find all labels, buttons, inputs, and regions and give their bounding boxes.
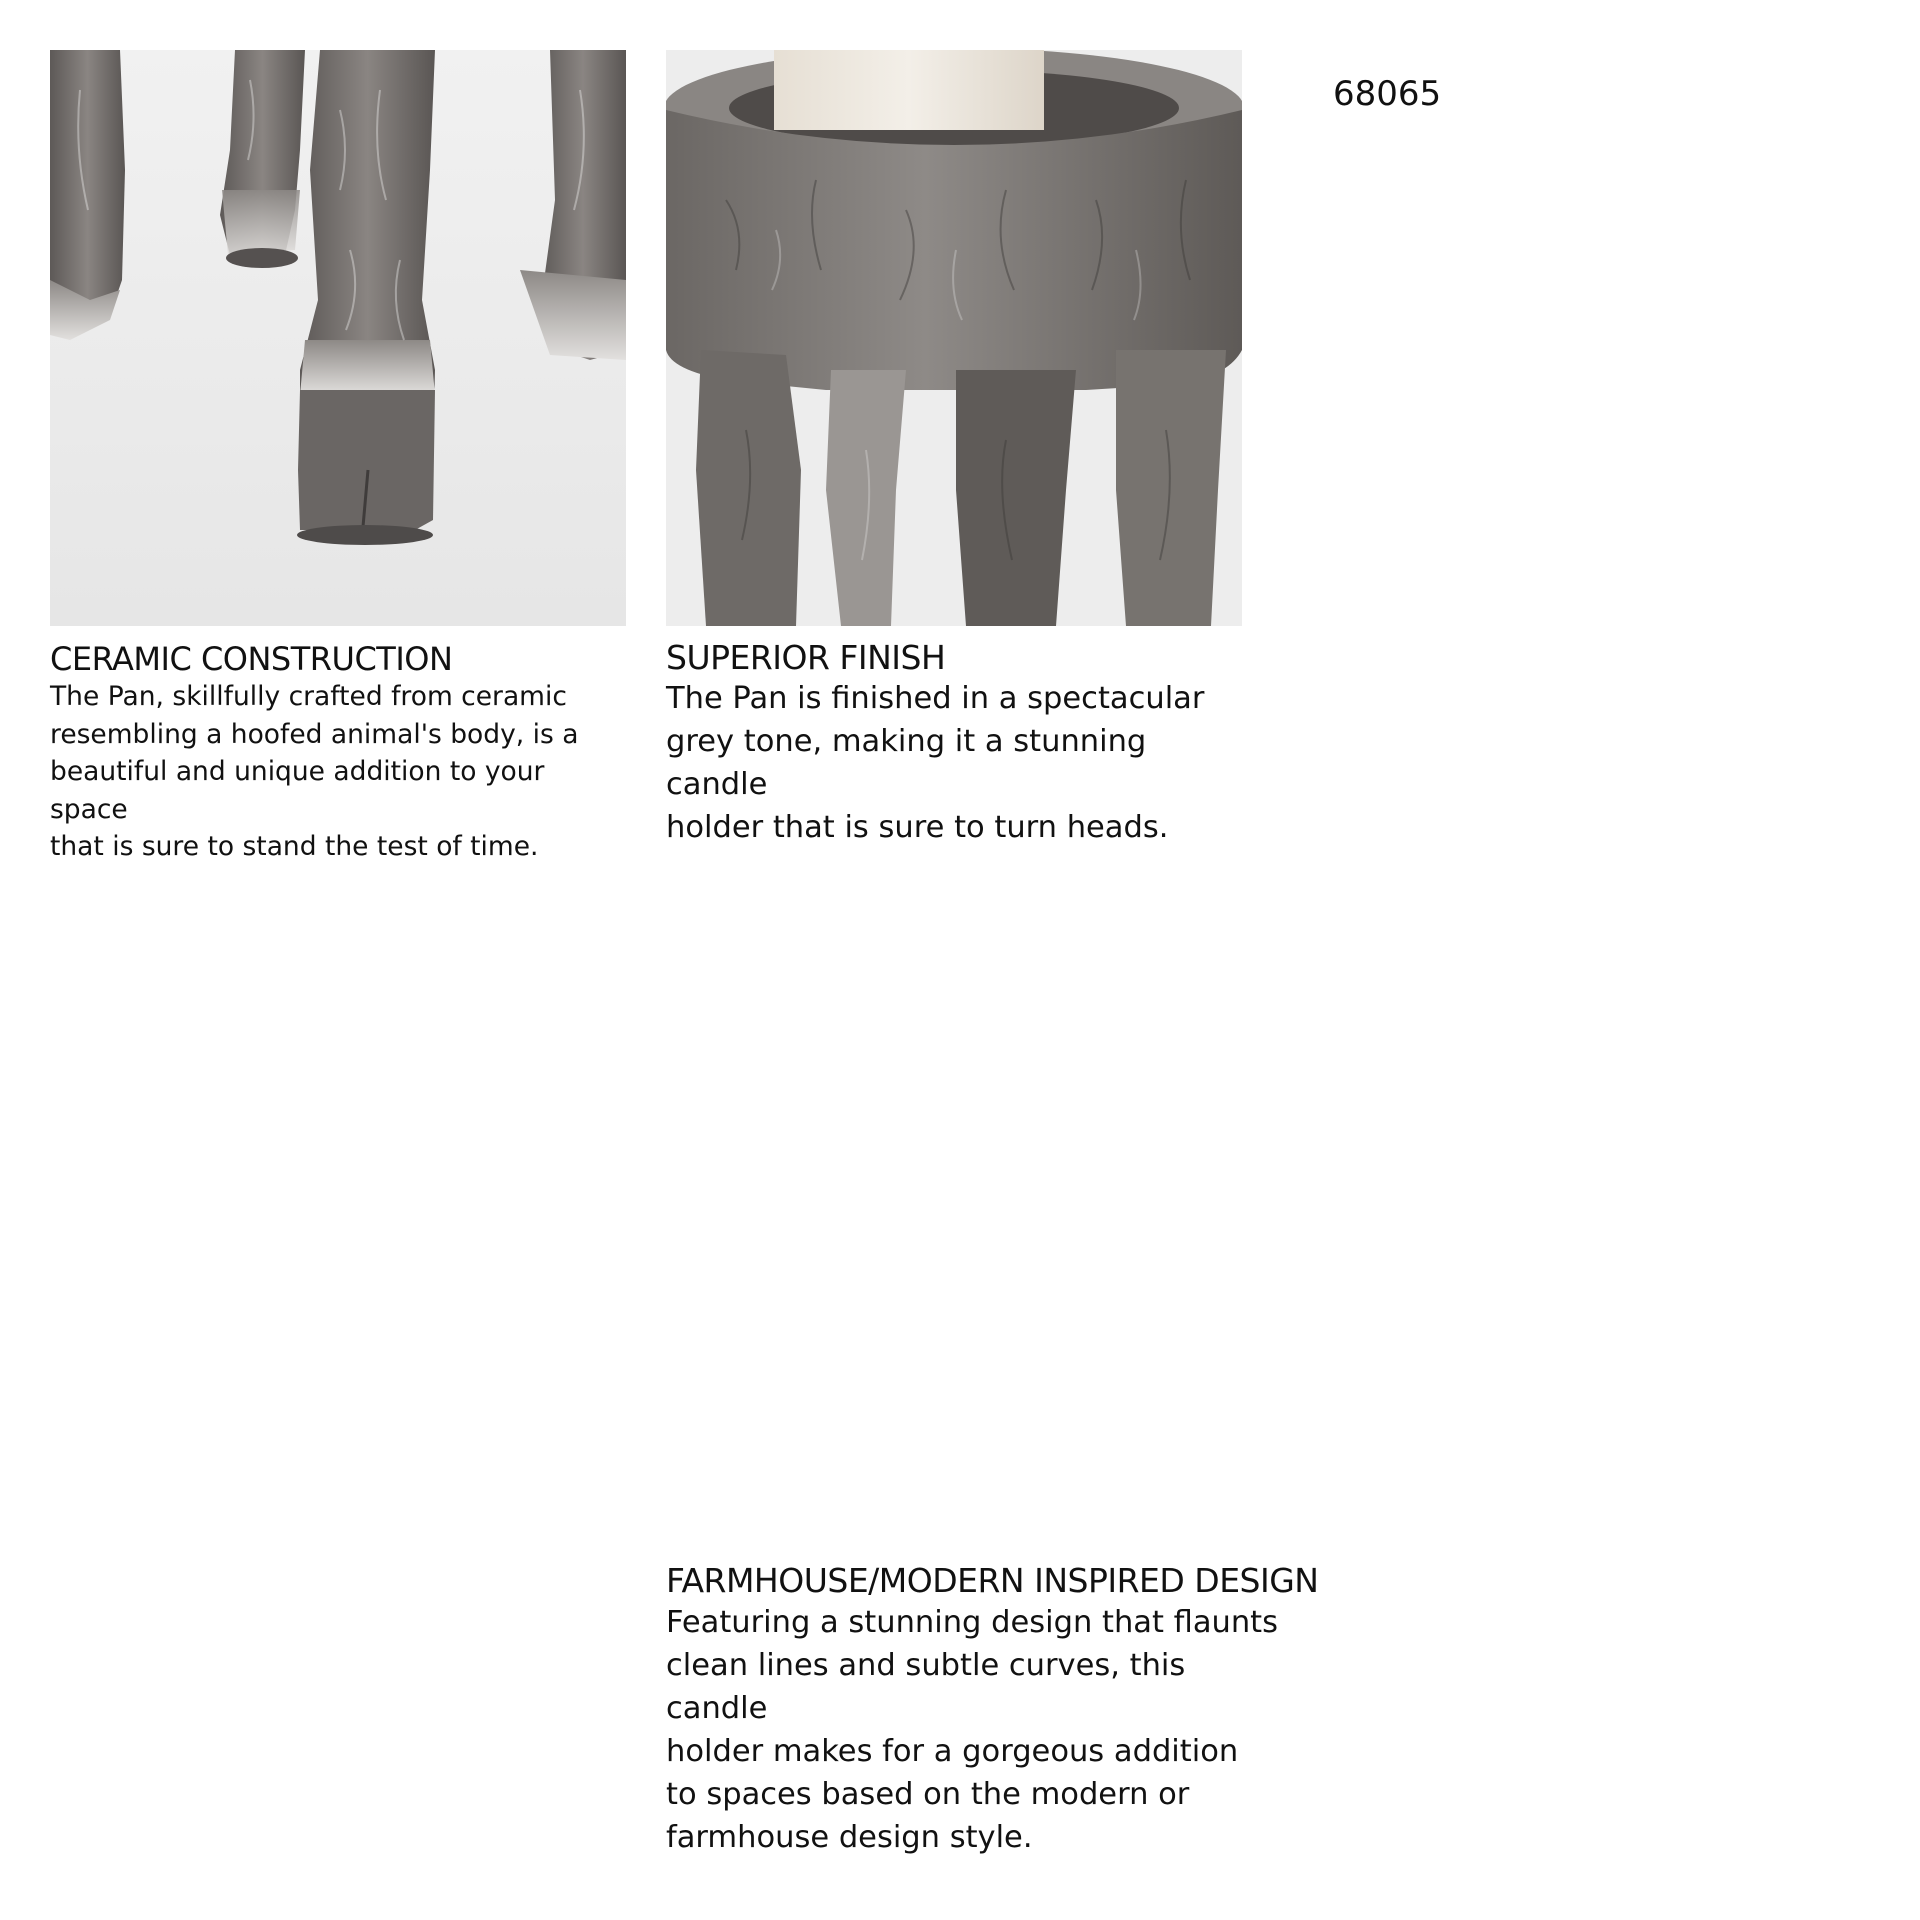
hoof-legs-photo xyxy=(50,50,626,626)
candle-holder-photo xyxy=(666,50,1242,626)
section-body-superior-finish: The Pan is finished in a spectacular grey tone, making it a stunning candle holder that is sure to turn heads. xyxy=(666,681,1205,845)
section-heading-ceramic-construction: CERAMIC CONSTRUCTION xyxy=(50,640,453,678)
section-body-design: Featuring a stunning design that flaunts clean lines and subtle curves, this candle holder makes for a gorgeous addition to spaces based on the modern or farmhouse design style. xyxy=(666,1605,1279,1855)
section-heading-superior-finish: SUPERIOR FINISH xyxy=(666,638,946,677)
section-heading-design: FARMHOUSE/MODERN INSPIRED DESIGN xyxy=(666,1561,1319,1600)
section-body-ceramic-construction: The Pan, skillfully crafted from ceramic resembling a hoofed animal's body, is a beautiful and unique addition to your space that is sure to stand the test of time. xyxy=(50,681,579,862)
product-sku: 68065 xyxy=(1333,74,1442,114)
